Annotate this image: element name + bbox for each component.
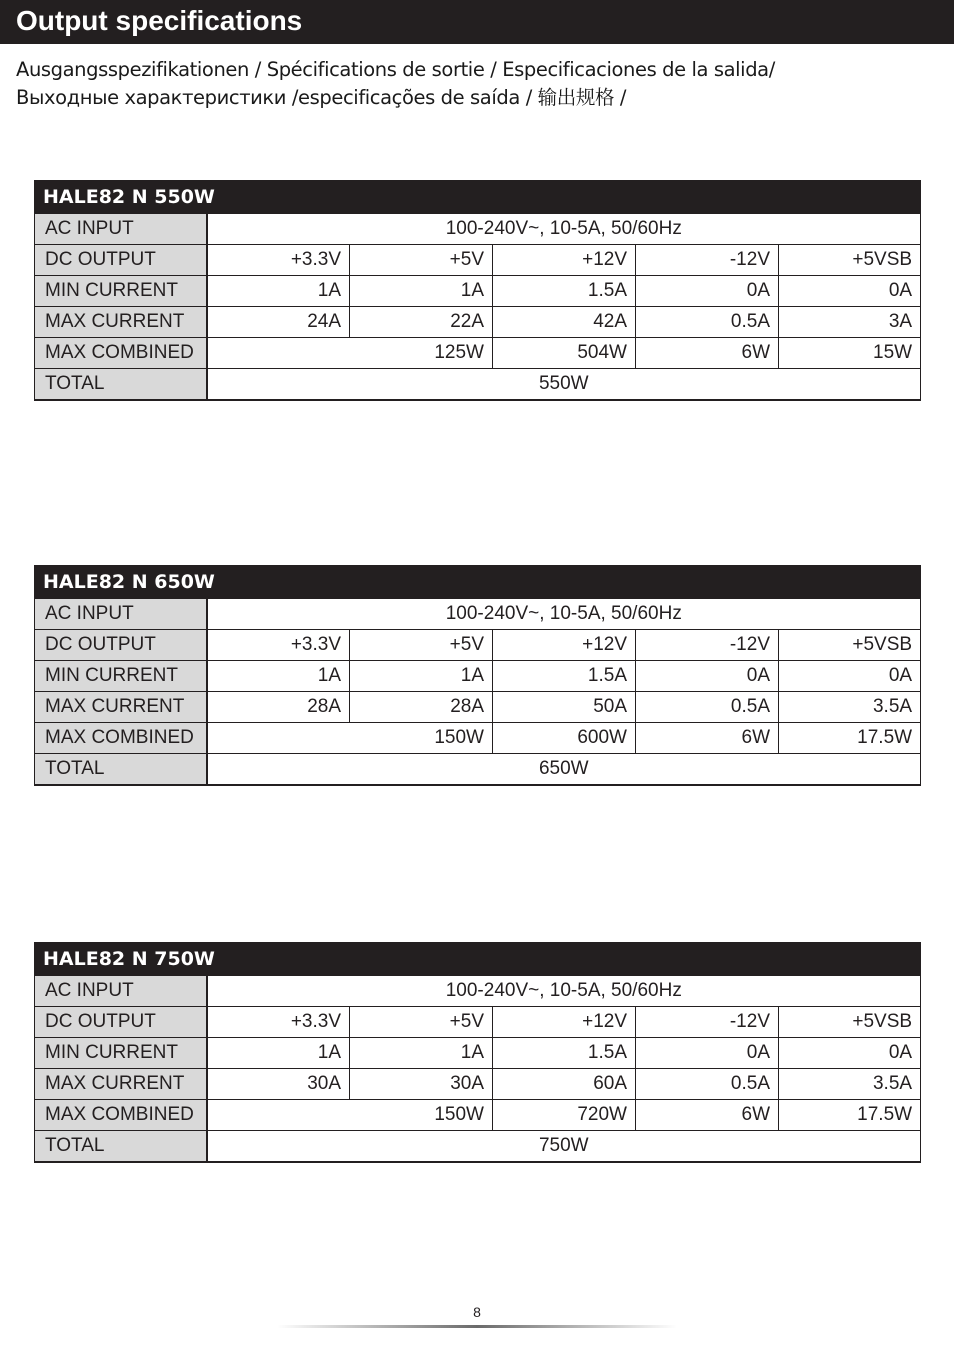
total-value: 550W (207, 369, 921, 401)
row-label-ac-input: AC INPUT (35, 599, 207, 630)
table-row (35, 599, 921, 630)
row-label-dc-output: DC OUTPUT (35, 1007, 207, 1038)
min-current-value: 0A (779, 661, 921, 692)
max-current-value: 24A (207, 307, 350, 338)
row-label-max-combined: MAX COMBINED (35, 338, 207, 369)
table-row (35, 181, 921, 214)
max-combined-value: 600W (493, 723, 636, 754)
row-label-total: TOTAL (35, 1131, 207, 1163)
row-label-max-combined: MAX COMBINED (35, 1100, 207, 1131)
rail-label: +12V (493, 630, 636, 661)
spec-table-650w (34, 565, 921, 786)
rail-label: +12V (493, 245, 636, 276)
rail-label: +5V (350, 245, 493, 276)
rail-label: +3.3V (207, 245, 350, 276)
translated-titles (16, 56, 775, 112)
table-row (35, 338, 921, 369)
rail-label: +12V (493, 1007, 636, 1038)
rail-label: +5VSB (779, 630, 921, 661)
page-header (0, 0, 954, 44)
row-label-min-current: MIN CURRENT (35, 276, 207, 307)
max-combined-value: 6W (636, 723, 779, 754)
rail-label: -12V (636, 1007, 779, 1038)
table-row (35, 276, 921, 307)
min-current-value: 1A (350, 276, 493, 307)
max-combined-value: 504W (493, 338, 636, 369)
max-combined-value: 150W (207, 1100, 493, 1131)
table-row (35, 661, 921, 692)
page-title: Output specifications (16, 5, 303, 36)
table-row (35, 1038, 921, 1069)
model-name: HALE82 N 650W (35, 566, 921, 599)
min-current-value: 0A (636, 661, 779, 692)
row-label-total: TOTAL (35, 369, 207, 401)
min-current-value: 0A (779, 276, 921, 307)
max-current-value: 0.5A (636, 692, 779, 723)
row-label-total: TOTAL (35, 754, 207, 786)
translated-titles-line-2: Выходные характеристики /especificações de saída / 输出规格 / (16, 86, 627, 109)
max-combined-value: 150W (207, 723, 493, 754)
table-row (35, 307, 921, 338)
total-value: 750W (207, 1131, 921, 1163)
max-current-value: 3.5A (779, 692, 921, 723)
min-current-value: 1A (350, 1038, 493, 1069)
max-combined-value: 17.5W (779, 1100, 921, 1131)
model-name: HALE82 N 750W (35, 943, 921, 976)
row-label-max-current: MAX CURRENT (35, 692, 207, 723)
max-current-value: 42A (493, 307, 636, 338)
rail-label: +5V (350, 1007, 493, 1038)
translated-titles-line-1: Ausgangsspezifikationen / Spécifications de sortie / Especificaciones de la salida/ (16, 58, 775, 81)
table-row (35, 245, 921, 276)
table-row (35, 566, 921, 599)
rail-label: +3.3V (207, 1007, 350, 1038)
row-label-dc-output: DC OUTPUT (35, 630, 207, 661)
max-current-value: 0.5A (636, 307, 779, 338)
max-current-value: 30A (350, 1069, 493, 1100)
row-label-ac-input: AC INPUT (35, 976, 207, 1007)
table-row (35, 369, 921, 401)
min-current-value: 1A (207, 661, 350, 692)
table-row (35, 1131, 921, 1163)
rail-label: +5VSB (779, 1007, 921, 1038)
table-row (35, 754, 921, 786)
rail-label: +3.3V (207, 630, 350, 661)
min-current-value: 1.5A (493, 1038, 636, 1069)
min-current-value: 0A (779, 1038, 921, 1069)
max-current-value: 0.5A (636, 1069, 779, 1100)
max-combined-value: 720W (493, 1100, 636, 1131)
row-label-max-current: MAX CURRENT (35, 307, 207, 338)
max-combined-value: 6W (636, 1100, 779, 1131)
row-label-min-current: MIN CURRENT (35, 661, 207, 692)
ac-input-value: 100-240V~, 10-5A, 50/60Hz (207, 976, 921, 1007)
max-combined-value: 15W (779, 338, 921, 369)
min-current-value: 0A (636, 276, 779, 307)
spec-table-750w (34, 942, 921, 1163)
max-combined-value: 6W (636, 338, 779, 369)
table-row (35, 1007, 921, 1038)
spec-table-550w (34, 180, 921, 401)
max-current-value: 3A (779, 307, 921, 338)
ac-input-value: 100-240V~, 10-5A, 50/60Hz (207, 214, 921, 245)
max-current-value: 28A (350, 692, 493, 723)
max-combined-value: 17.5W (779, 723, 921, 754)
min-current-value: 1.5A (493, 661, 636, 692)
max-current-value: 30A (207, 1069, 350, 1100)
max-current-value: 28A (207, 692, 350, 723)
rail-label: -12V (636, 245, 779, 276)
table-row (35, 1069, 921, 1100)
rail-label: +5V (350, 630, 493, 661)
total-value: 650W (207, 754, 921, 786)
min-current-value: 0A (636, 1038, 779, 1069)
rail-label: -12V (636, 630, 779, 661)
table-row (35, 692, 921, 723)
row-label-max-current: MAX CURRENT (35, 1069, 207, 1100)
table-row (35, 976, 921, 1007)
table-row (35, 1100, 921, 1131)
max-combined-value: 125W (207, 338, 493, 369)
row-label-max-combined: MAX COMBINED (35, 723, 207, 754)
model-name: HALE82 N 550W (35, 181, 921, 214)
min-current-value: 1A (207, 276, 350, 307)
row-label-dc-output: DC OUTPUT (35, 245, 207, 276)
min-current-value: 1A (350, 661, 493, 692)
max-current-value: 60A (493, 1069, 636, 1100)
table-row (35, 723, 921, 754)
min-current-value: 1.5A (493, 276, 636, 307)
table-row (35, 630, 921, 661)
row-label-ac-input: AC INPUT (35, 214, 207, 245)
max-current-value: 22A (350, 307, 493, 338)
max-current-value: 3.5A (779, 1069, 921, 1100)
table-row (35, 214, 921, 245)
min-current-value: 1A (207, 1038, 350, 1069)
rail-label: +5VSB (779, 245, 921, 276)
footer-divider (277, 1325, 677, 1328)
page-number: 8 (473, 1304, 481, 1320)
ac-input-value: 100-240V~, 10-5A, 50/60Hz (207, 599, 921, 630)
table-row (35, 943, 921, 976)
max-current-value: 50A (493, 692, 636, 723)
row-label-min-current: MIN CURRENT (35, 1038, 207, 1069)
